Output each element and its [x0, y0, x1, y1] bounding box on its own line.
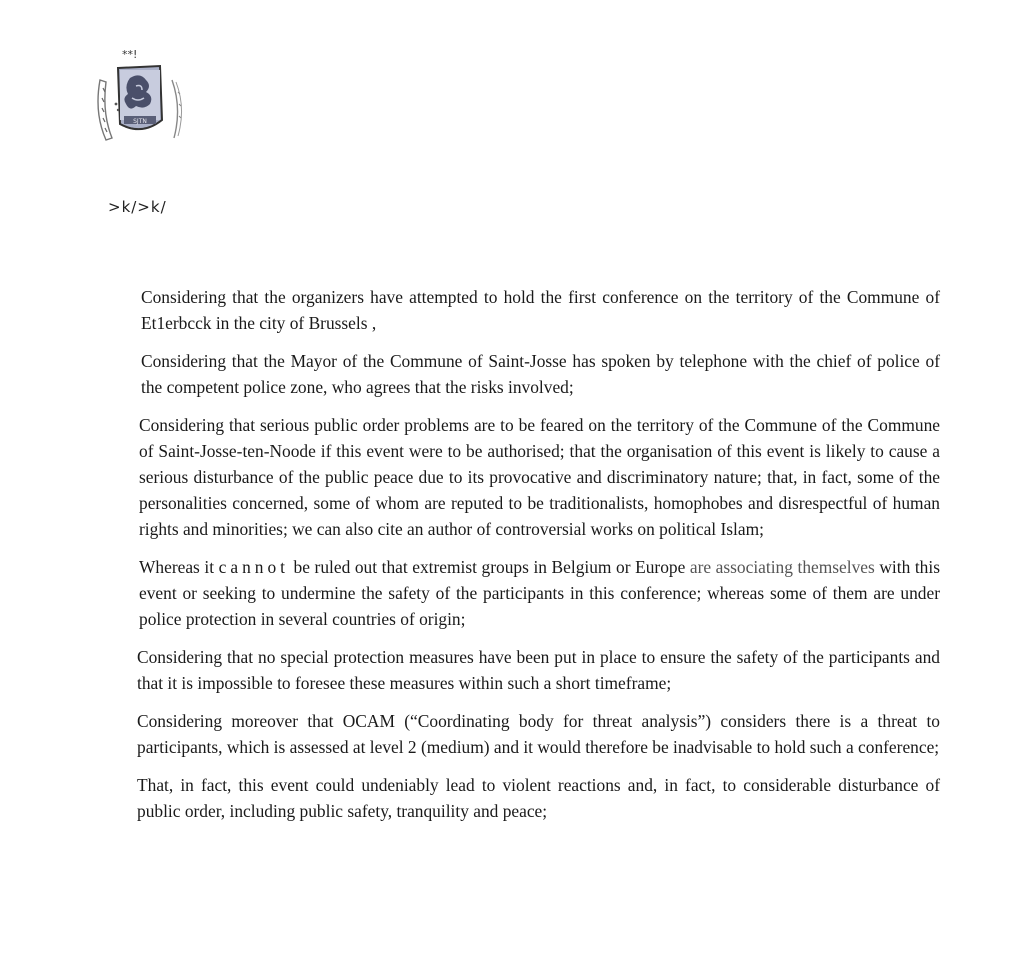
- coat-of-arms-stamp-icon: [96, 58, 196, 148]
- paragraph-ocam: Considering moreover that OCAM (“Coordinating body for threat analysis”) considers there is a threat to participants, which is assessed at level 2 (medium) and it would therefore be inadvisable to hold such a conference;: [137, 711, 940, 757]
- grey-text-fragment: are associating themselves: [689, 557, 875, 577]
- paragraph-extremist-prefix: Whereas it: [139, 557, 219, 577]
- paragraph-extremist-middle: be ruled out that extremist groups in Belgium or Europe: [288, 557, 690, 577]
- section-separator: >k/>k/: [108, 198, 167, 216]
- paragraph-extremist-groups: [139, 554, 940, 632]
- paragraph-violent-reactions: That, in fact, this event could undeniably lead to violent reactions and, in fact, to considerable disturbance of public order, including public safety, tranquility and peace;: [137, 775, 940, 821]
- paragraph-mayor: Considering that the Mayor of the Commune of Saint-Josse has spoken by telephone with the chief of police of the competent police zone, who agrees that the risks involved;: [141, 351, 940, 397]
- seal-asterisk-mark: **!: [122, 48, 138, 61]
- paragraph-extremist-suffix: with this event or seeking to undermine the safety of the participants in this conference; whereas some of them are under police protection in several countries of origin;: [139, 557, 940, 629]
- municipal-seal: [96, 48, 196, 148]
- paragraph-organizers: Considering that the organizers have attempted to hold the first conference on the territory of the Commune of Et1erbcck in the city of Brussels ,: [141, 287, 940, 333]
- paragraph-public-order: Considering that serious public order problems are to be feared on the territory of the Commune of the Commune of Saint-Josse-ten-Noode if this event were to be authorised; that the organisation of this event is likely to cause a serious disturbance of the public peace due to its provocative and discriminatory nature; that, in fact, some of the personalities concerned, some of whom are reputed to be traditionalists, homophobes and disrespectful of human rights and minorities; we can also cite an author of controversial works on political Islam;: [139, 415, 940, 539]
- paragraph-protection: Considering that no special protection measures have been put in place to ensure the safety of the participants and that it is impossible to foresee these measures within such a short timeframe;: [137, 647, 940, 693]
- spaced-word: cannot: [218, 557, 289, 577]
- document-body: [137, 284, 940, 836]
- svg-text:SJTN: SJTN: [133, 118, 147, 125]
